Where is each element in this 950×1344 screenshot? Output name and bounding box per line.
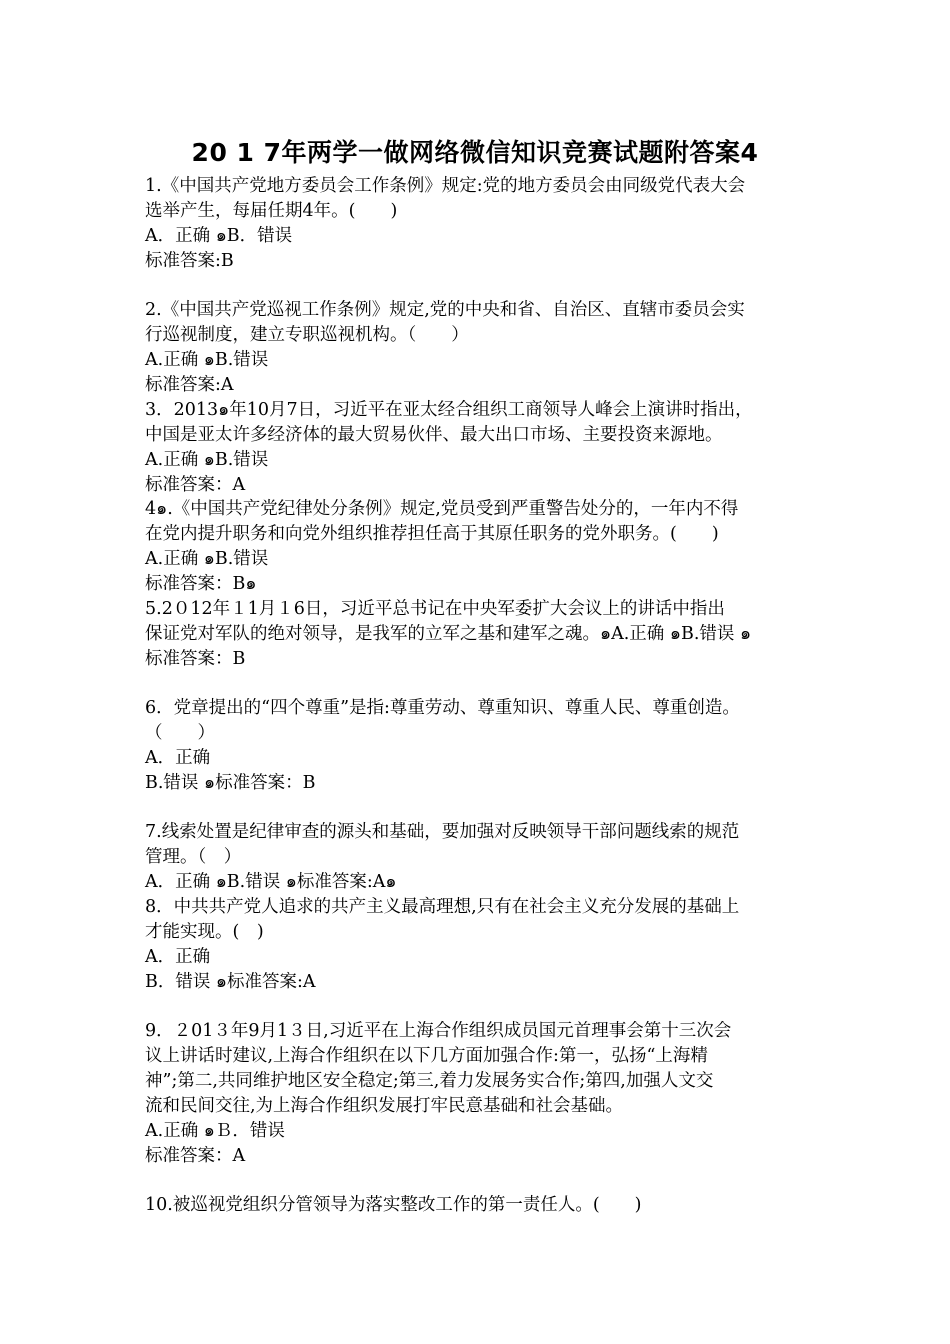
q8-option-b-answer: B．错误 ๑标准答案:A [145, 972, 316, 992]
q3-line-2: 中国是亚太许多经济体的最大贸易伙伴、最大出口市场、主要投资来源地。 [145, 425, 723, 445]
q4-answer: 标准答案：B๑ [145, 574, 257, 594]
q7-line-2: 管理。（ ） [145, 847, 242, 867]
q6-line-2: （ ） [145, 723, 215, 743]
q5-line-1: 5.2０12年１1月１6日，习近平总书记在中央军委扩大会议上的讲话中指出 [145, 599, 725, 619]
q10-line-1: 10.被巡视党组织分管领导为落实整改工作的第一责任人。( ) [145, 1195, 642, 1215]
q4-options: A.正确 ๑B.错误 [145, 549, 269, 569]
q6-option-b-answer: B.错误 ๑标准答案：B [145, 773, 316, 793]
q7-line-1: 7.线索处置是纪律审查的源头和基础，要加强对反映领导干部问题线索的规范 [145, 822, 740, 842]
q1-options: A．正确 ๑B．错误 [145, 226, 293, 246]
q9-options: A.正确 ๑Ｂ．错误 [145, 1121, 285, 1141]
q3-options: A.正确 ๑B.错误 [145, 450, 269, 470]
q4-line-2: 在党内提升职务和向党外组织推荐担任高于其原任职务的党外职务。( ) [145, 524, 719, 544]
q1-answer: 标准答案:B [145, 251, 234, 271]
q2-line-1: 2.《中国共产党巡视工作条例》规定,党的中央和省、自治区、直辖市委员会实 [145, 300, 745, 320]
q5-line-2: 保证党对军队的绝对领导，是我军的立军之基和建军之魂。๑A.正确 ๑B.错误 ๑ [145, 624, 752, 644]
q9-line-4: 流和民间交往,为上海合作组织发展打牢民意基础和社会基础。 [145, 1096, 624, 1116]
q4-line-1: 4๑.《中国共产党纪律处分条例》规定,党员受到严重警告处分的，一年内不得 [145, 499, 739, 519]
q2-options: A.正确 ๑B.错误 [145, 350, 269, 370]
q6-option-a: A．正确 [145, 748, 211, 768]
q7-options-answer: A．正确 ๑B.错误 ๑标准答案:A๑ [145, 872, 397, 892]
q8-line-1: 8．中共共产党人追求的共产主义最高理想,只有在社会主义充分发展的基础上 [145, 897, 740, 917]
q6-line-1: 6．党章提出的“四个尊重”是指:尊重劳动、尊重知识、尊重人民、尊重创造。 [145, 698, 740, 718]
q2-line-2: 行巡视制度，建立专职巡视机构。（ ） [145, 325, 469, 345]
q1-line-2: 选举产生，每届任期4年。( ) [145, 201, 398, 221]
q2-answer: 标准答案:A [145, 375, 234, 395]
q9-answer: 标准答案：A [145, 1146, 246, 1166]
q3-line-1: 3．2013๑年10月7日，习近平在亚太经合组织工商领导人峰会上演讲时指出， [145, 400, 753, 420]
q1-line-1: 1.《中国共产党地方委员会工作条例》规定:党的地方委员会由同级党代表大会 [145, 176, 746, 196]
q5-answer: 标准答案：B [145, 649, 246, 669]
q8-option-a: A．正确 [145, 947, 211, 967]
q9-line-3: 神”;第二,共同维护地区安全稳定;第三,着力发展务实合作;第四,加强人文交 [145, 1071, 714, 1091]
q3-answer: 标准答案：A [145, 475, 246, 495]
q9-line-2: 议上讲话时建议,上海合作组织在以下几方面加强合作:第一，弘扬“上海精 [145, 1046, 708, 1066]
q9-line-1: 9．２01３年9月1３日,习近平在上海合作组织成员国元首理事会第十三次会 [145, 1021, 732, 1041]
document-title: 20 1 7年两学一做网络微信知识竞赛试题附答案4 [191, 138, 759, 167]
q8-line-2: 才能实现。( ) [145, 922, 264, 942]
